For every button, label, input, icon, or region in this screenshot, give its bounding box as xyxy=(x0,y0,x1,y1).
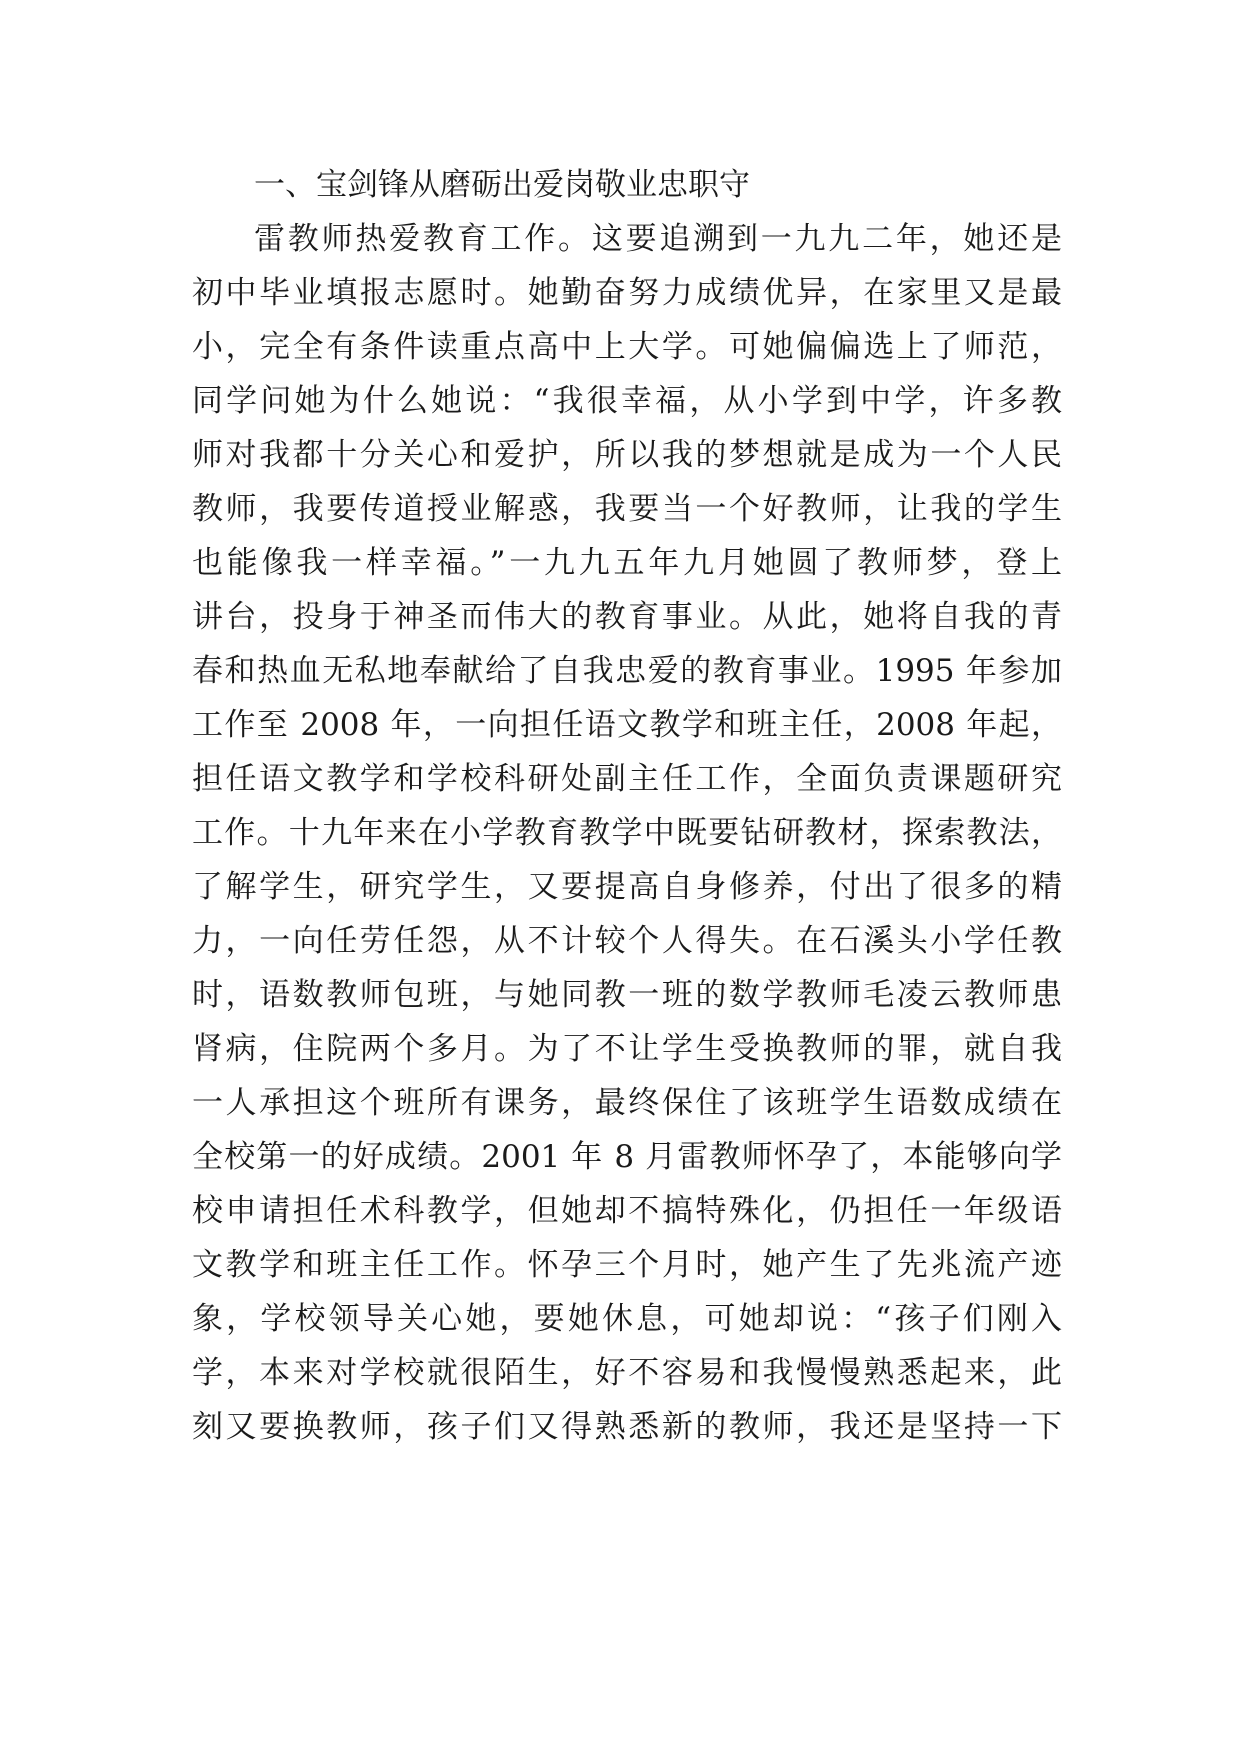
paragraph-line: 雷教师热爱教育工作。这要追溯到一九九二年，她还是 xyxy=(254,221,1062,257)
paragraph-line: 力，一向任劳任怨，从不计较个人得失。在石溪头小学任教 xyxy=(192,923,1062,959)
paragraph-line: 肾病，住院两个多月。为了不让学生受换教师的罪，就自我 xyxy=(192,1031,1062,1067)
paragraph-line: 校申请担任术科教学，但她却不搞特殊化，仍担任一年级语 xyxy=(192,1193,1062,1229)
paragraph-line: 刻又要换教师，孩子们又得熟悉新的教师，我还是坚持一下 xyxy=(192,1409,1062,1445)
paragraph-line: 讲台，投身于神圣而伟大的教育事业。从此，她将自我的青 xyxy=(192,599,1062,635)
paragraph-line: 同学问她为什么她说：“我很幸福，从小学到中学，许多教 xyxy=(192,383,1062,419)
document-body xyxy=(192,158,1062,1454)
paragraph-line: 师对我都十分关心和爱护，所以我的梦想就是成为一个人民 xyxy=(192,437,1062,473)
paragraph-line: 文教学和班主任工作。怀孕三个月时，她产生了先兆流产迹 xyxy=(192,1247,1062,1283)
paragraph-line: 工作至 2008 年，一向担任语文教学和班主任，2008 年起， xyxy=(192,707,1062,743)
paragraph-line: 学，本来对学校就很陌生，好不容易和我慢慢熟悉起来，此 xyxy=(192,1355,1062,1391)
paragraph-line: 全校第一的好成绩。2001 年 8 月雷教师怀孕了，本能够向学 xyxy=(192,1139,1062,1175)
paragraph-line: 一人承担这个班所有课务，最终保住了该班学生语数成绩在 xyxy=(192,1085,1062,1121)
paragraph-line: 时，语数教师包班，与她同教一班的数学教师毛凌云教师患 xyxy=(192,977,1062,1013)
paragraph-line: 也能像我一样幸福。”一九九五年九月她圆了教师梦，登上 xyxy=(192,545,1062,581)
section-heading: 一、宝剑锋从磨砺出爱岗敬业忠职守 xyxy=(254,167,750,203)
paragraph-line: 了解学生，研究学生，又要提高自身修养，付出了很多的精 xyxy=(192,869,1062,905)
paragraph-line: 教师，我要传道授业解惑，我要当一个好教师，让我的学生 xyxy=(192,491,1062,527)
paragraph-line: 担任语文教学和学校科研处副主任工作，全面负责课题研究 xyxy=(192,761,1062,797)
paragraph-line: 象，学校领导关心她，要她休息，可她却说：“孩子们刚入 xyxy=(192,1301,1062,1337)
paragraph-line: 初中毕业填报志愿时。她勤奋努力成绩优异，在家里又是最 xyxy=(192,275,1062,311)
paragraph-line: 工作。十九年来在小学教育教学中既要钻研教材，探索教法， xyxy=(192,815,1062,851)
paragraph-line: 春和热血无私地奉献给了自我忠爱的教育事业。1995 年参加 xyxy=(192,653,1062,689)
paragraph-line: 小，完全有条件读重点高中上大学。可她偏偏选上了师范， xyxy=(192,329,1062,365)
